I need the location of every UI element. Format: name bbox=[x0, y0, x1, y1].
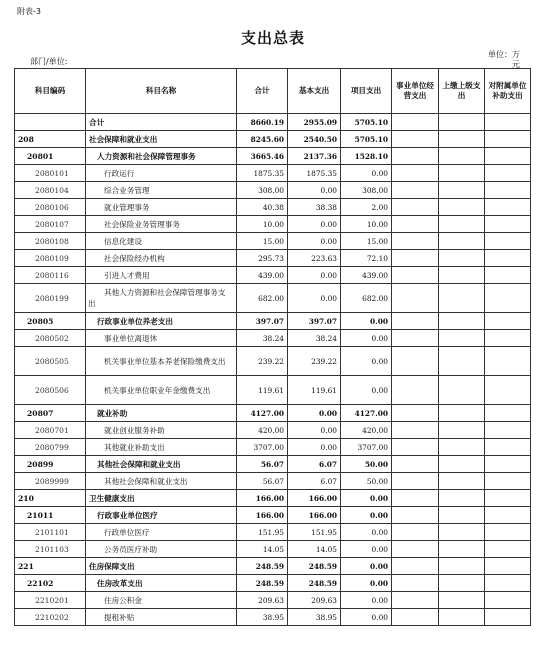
basic-expense-cell: 38.24 bbox=[288, 330, 341, 347]
total-cell: 10.00 bbox=[237, 216, 288, 233]
total-cell: 40.38 bbox=[237, 199, 288, 216]
account-code-cell: 2080101 bbox=[15, 165, 86, 182]
project-expense-cell: 3707.00 bbox=[341, 439, 392, 456]
remit-superior-cell bbox=[439, 165, 485, 182]
basic-expense-cell: 248.59 bbox=[288, 558, 341, 575]
basic-expense-cell: 0.00 bbox=[288, 422, 341, 439]
remit-superior-cell bbox=[439, 405, 485, 422]
table-row bbox=[15, 313, 531, 330]
account-name-cell: 就业补助 bbox=[86, 405, 237, 422]
table-row-total bbox=[15, 114, 531, 131]
subsidiary-subsidy-cell bbox=[485, 456, 531, 473]
account-code-cell: 221 bbox=[15, 558, 86, 575]
table-row bbox=[15, 524, 531, 541]
subsidiary-subsidy-cell bbox=[485, 524, 531, 541]
project-expense-cell: 0.00 bbox=[341, 376, 392, 405]
subsidiary-subsidy-cell bbox=[485, 609, 531, 626]
table-row bbox=[15, 233, 531, 250]
account-code-cell: 210 bbox=[15, 490, 86, 507]
subsidiary-subsidy-cell bbox=[485, 575, 531, 592]
table-row bbox=[15, 250, 531, 267]
page-title: 支出总表 bbox=[240, 29, 305, 47]
account-name-cell: 综合业务管理 bbox=[86, 182, 237, 199]
basic-expense-cell: 14.05 bbox=[288, 541, 341, 558]
account-code-cell: 2210201 bbox=[15, 592, 86, 609]
remit-superior-cell bbox=[439, 199, 485, 216]
total-cell: 8660.19 bbox=[237, 114, 288, 131]
table-row bbox=[15, 199, 531, 216]
business-operation-cell bbox=[392, 131, 439, 148]
table-row bbox=[15, 131, 531, 148]
remit-superior-cell bbox=[439, 592, 485, 609]
remit-superior-cell bbox=[439, 182, 485, 199]
annex-label: 附表-3 bbox=[17, 7, 41, 16]
basic-expense-cell: 166.00 bbox=[288, 490, 341, 507]
table-header-row bbox=[15, 69, 531, 114]
table-row bbox=[15, 267, 531, 284]
basic-expense-cell: 2540.50 bbox=[288, 131, 341, 148]
subsidiary-subsidy-cell bbox=[485, 313, 531, 330]
total-cell: 1875.35 bbox=[237, 165, 288, 182]
account-name-cell: 社会保障和就业支出 bbox=[86, 131, 237, 148]
table-row bbox=[15, 148, 531, 165]
basic-expense-cell: 2955.09 bbox=[288, 114, 341, 131]
project-expense-cell: 0.00 bbox=[341, 524, 392, 541]
account-name-cell: 住房保障支出 bbox=[86, 558, 237, 575]
basic-expense-cell: 0.00 bbox=[288, 405, 341, 422]
account-name-cell: 行政事业单位养老支出 bbox=[86, 313, 237, 330]
account-name-cell: 事业单位离退休 bbox=[86, 330, 237, 347]
table-row bbox=[15, 490, 531, 507]
account-code-cell: 21011 bbox=[15, 507, 86, 524]
business-operation-cell bbox=[392, 473, 439, 490]
subsidiary-subsidy-cell bbox=[485, 490, 531, 507]
remit-superior-cell bbox=[439, 330, 485, 347]
business-operation-cell bbox=[392, 267, 439, 284]
subsidiary-subsidy-cell bbox=[485, 114, 531, 131]
business-operation-cell bbox=[392, 558, 439, 575]
project-expense-cell: 0.00 bbox=[341, 165, 392, 182]
project-expense-cell: 0.00 bbox=[341, 313, 392, 330]
col-header-code: 科目编码 bbox=[15, 69, 86, 114]
account-name-cell: 公务员医疗补助 bbox=[86, 541, 237, 558]
subsidiary-subsidy-cell bbox=[485, 439, 531, 456]
table-row bbox=[15, 347, 531, 376]
total-cell: 151.95 bbox=[237, 524, 288, 541]
table-row bbox=[15, 284, 531, 313]
account-name-cell: 其他人力资源和社会保障管理事务支出 bbox=[86, 284, 237, 313]
basic-expense-cell: 0.00 bbox=[288, 216, 341, 233]
business-operation-cell bbox=[392, 524, 439, 541]
table-row bbox=[15, 405, 531, 422]
account-code-cell: 2089999 bbox=[15, 473, 86, 490]
total-cell: 4127.00 bbox=[237, 405, 288, 422]
subsidiary-subsidy-cell bbox=[485, 267, 531, 284]
total-cell: 38.24 bbox=[237, 330, 288, 347]
subsidiary-subsidy-cell bbox=[485, 558, 531, 575]
account-code-cell: 2080116 bbox=[15, 267, 86, 284]
project-expense-cell: 0.00 bbox=[341, 575, 392, 592]
account-code-cell: 208 bbox=[15, 131, 86, 148]
remit-superior-cell bbox=[439, 347, 485, 376]
account-code-cell: 20899 bbox=[15, 456, 86, 473]
project-expense-cell: 0.00 bbox=[341, 558, 392, 575]
remit-superior-cell bbox=[439, 267, 485, 284]
project-expense-cell: 10.00 bbox=[341, 216, 392, 233]
account-name-cell: 人力资源和社会保障管理事务 bbox=[86, 148, 237, 165]
account-code-cell: 2210202 bbox=[15, 609, 86, 626]
remit-superior-cell bbox=[439, 233, 485, 250]
account-name-cell: 合计 bbox=[86, 114, 237, 131]
account-name-cell: 其他就业补助支出 bbox=[86, 439, 237, 456]
total-cell: 420.00 bbox=[237, 422, 288, 439]
business-operation-cell bbox=[392, 148, 439, 165]
subsidiary-subsidy-cell bbox=[485, 330, 531, 347]
account-name-cell: 社会保险业务管理事务 bbox=[86, 216, 237, 233]
business-operation-cell bbox=[392, 507, 439, 524]
business-operation-cell bbox=[392, 541, 439, 558]
total-cell: 166.00 bbox=[237, 490, 288, 507]
account-code-cell: 2080799 bbox=[15, 439, 86, 456]
account-code-cell: 2080506 bbox=[15, 376, 86, 405]
basic-expense-cell: 6.07 bbox=[288, 456, 341, 473]
table-row bbox=[15, 473, 531, 490]
total-cell: 3665.46 bbox=[237, 148, 288, 165]
table-row bbox=[15, 330, 531, 347]
project-expense-cell: 308.00 bbox=[341, 182, 392, 199]
project-expense-cell: 0.00 bbox=[341, 507, 392, 524]
business-operation-cell bbox=[392, 490, 439, 507]
subsidiary-subsidy-cell bbox=[485, 592, 531, 609]
basic-expense-cell: 2137.36 bbox=[288, 148, 341, 165]
account-code-cell: 20805 bbox=[15, 313, 86, 330]
account-code-cell: 20801 bbox=[15, 148, 86, 165]
table-row bbox=[15, 541, 531, 558]
remit-superior-cell bbox=[439, 507, 485, 524]
unit-label-line2: 元 bbox=[512, 60, 520, 69]
project-expense-cell: 5705.10 bbox=[341, 114, 392, 131]
account-code-cell: 22102 bbox=[15, 575, 86, 592]
business-operation-cell bbox=[392, 575, 439, 592]
business-operation-cell bbox=[392, 313, 439, 330]
remit-superior-cell bbox=[439, 558, 485, 575]
total-cell: 14.05 bbox=[237, 541, 288, 558]
remit-superior-cell bbox=[439, 250, 485, 267]
business-operation-cell bbox=[392, 422, 439, 439]
total-cell: 682.00 bbox=[237, 284, 288, 313]
subsidiary-subsidy-cell bbox=[485, 405, 531, 422]
remit-superior-cell bbox=[439, 473, 485, 490]
remit-superior-cell bbox=[439, 148, 485, 165]
total-cell: 56.07 bbox=[237, 473, 288, 490]
table-row bbox=[15, 456, 531, 473]
total-cell: 248.59 bbox=[237, 575, 288, 592]
basic-expense-cell: 239.22 bbox=[288, 347, 341, 376]
basic-expense-cell: 248.59 bbox=[288, 575, 341, 592]
project-expense-cell: 0.00 bbox=[341, 609, 392, 626]
business-operation-cell bbox=[392, 376, 439, 405]
project-expense-cell: 0.00 bbox=[341, 541, 392, 558]
account-code-cell: 2080106 bbox=[15, 199, 86, 216]
total-cell: 15.00 bbox=[237, 233, 288, 250]
subsidiary-subsidy-cell bbox=[485, 250, 531, 267]
project-expense-cell: 0.00 bbox=[341, 330, 392, 347]
project-expense-cell: 4127.00 bbox=[341, 405, 392, 422]
account-name-cell: 住房公积金 bbox=[86, 592, 237, 609]
basic-expense-cell: 166.00 bbox=[288, 507, 341, 524]
business-operation-cell bbox=[392, 405, 439, 422]
remit-superior-cell bbox=[439, 609, 485, 626]
table-row bbox=[15, 439, 531, 456]
project-expense-cell: 0.00 bbox=[341, 592, 392, 609]
account-name-cell: 信息化建设 bbox=[86, 233, 237, 250]
account-name-cell: 行政运行 bbox=[86, 165, 237, 182]
project-expense-cell: 2.00 bbox=[341, 199, 392, 216]
remit-superior-cell bbox=[439, 439, 485, 456]
account-name-cell: 就业管理事务 bbox=[86, 199, 237, 216]
account-name-cell: 其他社会保障和就业支出 bbox=[86, 456, 237, 473]
account-code-cell: 2080104 bbox=[15, 182, 86, 199]
account-code-cell: 2080505 bbox=[15, 347, 86, 376]
project-expense-cell: 72.10 bbox=[341, 250, 392, 267]
business-operation-cell bbox=[392, 609, 439, 626]
subsidiary-subsidy-cell bbox=[485, 347, 531, 376]
basic-expense-cell: 1875.35 bbox=[288, 165, 341, 182]
col-header-total: 合计 bbox=[237, 69, 288, 114]
col-header-project: 项目支出 bbox=[341, 69, 392, 114]
subsidiary-subsidy-cell bbox=[485, 131, 531, 148]
business-operation-cell bbox=[392, 347, 439, 376]
table-row bbox=[15, 216, 531, 233]
project-expense-cell: 5705.10 bbox=[341, 131, 392, 148]
remit-superior-cell bbox=[439, 524, 485, 541]
total-cell: 56.07 bbox=[237, 456, 288, 473]
business-operation-cell bbox=[392, 592, 439, 609]
business-operation-cell bbox=[392, 199, 439, 216]
business-operation-cell bbox=[392, 182, 439, 199]
account-name-cell: 机关事业单位职业年金缴费支出 bbox=[86, 376, 237, 405]
remit-superior-cell bbox=[439, 131, 485, 148]
account-name-cell: 住房改革支出 bbox=[86, 575, 237, 592]
account-name-cell: 社会保险经办机构 bbox=[86, 250, 237, 267]
remit-superior-cell bbox=[439, 313, 485, 330]
total-cell: 38.95 bbox=[237, 609, 288, 626]
business-operation-cell bbox=[392, 330, 439, 347]
table-row bbox=[15, 507, 531, 524]
account-name-cell: 提租补贴 bbox=[86, 609, 237, 626]
remit-superior-cell bbox=[439, 376, 485, 405]
table-row bbox=[15, 165, 531, 182]
total-cell: 166.00 bbox=[237, 507, 288, 524]
account-code-cell: 2080502 bbox=[15, 330, 86, 347]
basic-expense-cell: 0.00 bbox=[288, 233, 341, 250]
expenditure-table bbox=[14, 68, 531, 626]
subsidiary-subsidy-cell bbox=[485, 165, 531, 182]
table-row bbox=[15, 575, 531, 592]
col-header-remit-superior: 上缴上级支出 bbox=[439, 69, 485, 114]
col-header-business-operation: 事业单位经营支出 bbox=[392, 69, 439, 114]
business-operation-cell bbox=[392, 165, 439, 182]
basic-expense-cell: 0.00 bbox=[288, 439, 341, 456]
remit-superior-cell bbox=[439, 575, 485, 592]
total-cell: 308.00 bbox=[237, 182, 288, 199]
table-row bbox=[15, 182, 531, 199]
project-expense-cell: 420.00 bbox=[341, 422, 392, 439]
remit-superior-cell bbox=[439, 422, 485, 439]
total-cell: 248.59 bbox=[237, 558, 288, 575]
unit-label bbox=[488, 50, 528, 70]
subsidiary-subsidy-cell bbox=[485, 216, 531, 233]
total-cell: 397.07 bbox=[237, 313, 288, 330]
account-code-cell: 2080108 bbox=[15, 233, 86, 250]
basic-expense-cell: 0.00 bbox=[288, 284, 341, 313]
account-name-cell: 就业创业服务补助 bbox=[86, 422, 237, 439]
basic-expense-cell: 223.63 bbox=[288, 250, 341, 267]
basic-expense-cell: 38.38 bbox=[288, 199, 341, 216]
project-expense-cell: 0.00 bbox=[341, 347, 392, 376]
basic-expense-cell: 6.07 bbox=[288, 473, 341, 490]
subsidiary-subsidy-cell bbox=[485, 507, 531, 524]
account-name-cell: 引进人才费用 bbox=[86, 267, 237, 284]
table-row bbox=[15, 609, 531, 626]
table-row bbox=[15, 558, 531, 575]
project-expense-cell: 50.00 bbox=[341, 473, 392, 490]
subsidiary-subsidy-cell bbox=[485, 233, 531, 250]
business-operation-cell bbox=[392, 216, 439, 233]
remit-superior-cell bbox=[439, 114, 485, 131]
business-operation-cell bbox=[392, 233, 439, 250]
remit-superior-cell bbox=[439, 284, 485, 313]
project-expense-cell: 682.00 bbox=[341, 284, 392, 313]
basic-expense-cell: 397.07 bbox=[288, 313, 341, 330]
remit-superior-cell bbox=[439, 490, 485, 507]
account-name-cell: 行政事业单位医疗 bbox=[86, 507, 237, 524]
table-row bbox=[15, 376, 531, 405]
account-name-cell: 卫生健康支出 bbox=[86, 490, 237, 507]
basic-expense-cell: 38.95 bbox=[288, 609, 341, 626]
total-cell: 439.00 bbox=[237, 267, 288, 284]
account-code-cell: 2101101 bbox=[15, 524, 86, 541]
account-name-cell: 机关事业单位基本养老保险缴费支出 bbox=[86, 347, 237, 376]
account-code-cell bbox=[15, 114, 86, 131]
subsidiary-subsidy-cell bbox=[485, 148, 531, 165]
project-expense-cell: 0.00 bbox=[341, 490, 392, 507]
total-cell: 119.61 bbox=[237, 376, 288, 405]
remit-superior-cell bbox=[439, 541, 485, 558]
project-expense-cell: 50.00 bbox=[341, 456, 392, 473]
total-cell: 239.22 bbox=[237, 347, 288, 376]
account-code-cell: 20807 bbox=[15, 405, 86, 422]
col-header-name: 科目名称 bbox=[86, 69, 237, 114]
col-header-basic: 基本支出 bbox=[288, 69, 341, 114]
account-code-cell: 2080701 bbox=[15, 422, 86, 439]
account-code-cell: 2080199 bbox=[15, 284, 86, 313]
business-operation-cell bbox=[392, 284, 439, 313]
account-code-cell: 2101103 bbox=[15, 541, 86, 558]
account-name-cell: 行政单位医疗 bbox=[86, 524, 237, 541]
project-expense-cell: 439.00 bbox=[341, 267, 392, 284]
table-row bbox=[15, 592, 531, 609]
col-header-subsidiary-subsidy: 对附属单位补助支出 bbox=[485, 69, 531, 114]
table-row bbox=[15, 422, 531, 439]
subsidiary-subsidy-cell bbox=[485, 199, 531, 216]
total-cell: 8245.60 bbox=[237, 131, 288, 148]
total-cell: 209.63 bbox=[237, 592, 288, 609]
table-body bbox=[15, 114, 531, 626]
business-operation-cell bbox=[392, 439, 439, 456]
subsidiary-subsidy-cell bbox=[485, 376, 531, 405]
department-label: 部门/单位: bbox=[30, 57, 68, 66]
remit-superior-cell bbox=[439, 456, 485, 473]
business-operation-cell bbox=[392, 250, 439, 267]
basic-expense-cell: 119.61 bbox=[288, 376, 341, 405]
business-operation-cell bbox=[392, 114, 439, 131]
total-cell: 295.73 bbox=[237, 250, 288, 267]
remit-superior-cell bbox=[439, 216, 485, 233]
subsidiary-subsidy-cell bbox=[485, 422, 531, 439]
subsidiary-subsidy-cell bbox=[485, 284, 531, 313]
project-expense-cell: 1528.10 bbox=[341, 148, 392, 165]
account-code-cell: 2080107 bbox=[15, 216, 86, 233]
basic-expense-cell: 0.00 bbox=[288, 267, 341, 284]
basic-expense-cell: 0.00 bbox=[288, 182, 341, 199]
subsidiary-subsidy-cell bbox=[485, 541, 531, 558]
basic-expense-cell: 151.95 bbox=[288, 524, 341, 541]
account-name-cell: 其他社会保障和就业支出 bbox=[86, 473, 237, 490]
business-operation-cell bbox=[392, 456, 439, 473]
account-code-cell: 2080109 bbox=[15, 250, 86, 267]
basic-expense-cell: 209.63 bbox=[288, 592, 341, 609]
total-cell: 3707.00 bbox=[237, 439, 288, 456]
subsidiary-subsidy-cell bbox=[485, 182, 531, 199]
unit-label-line1: 单位：万 bbox=[488, 50, 520, 59]
subsidiary-subsidy-cell bbox=[485, 473, 531, 490]
project-expense-cell: 15.00 bbox=[341, 233, 392, 250]
